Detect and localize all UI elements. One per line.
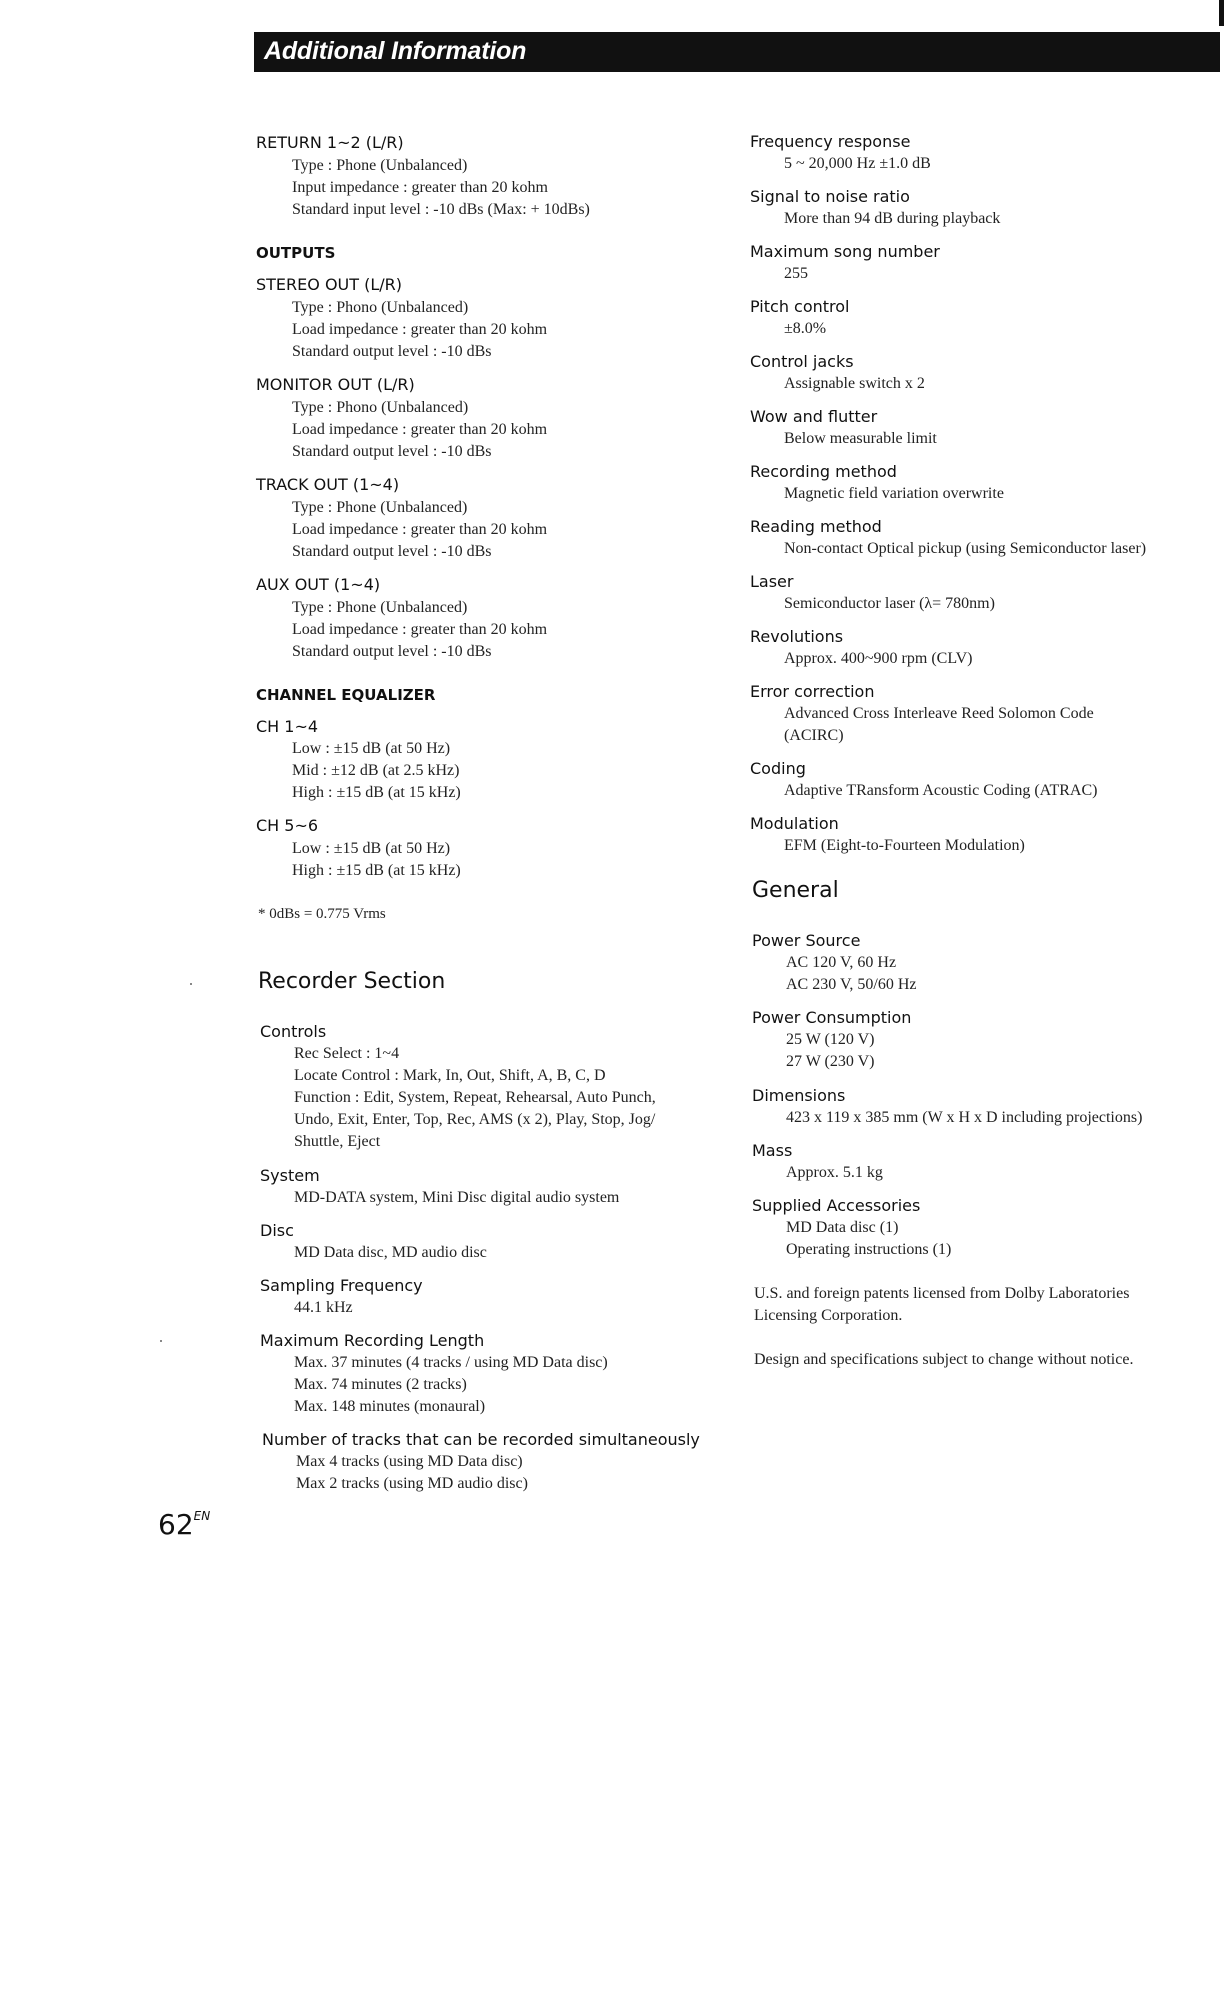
spec-line: Load impedance : greater than 20 kohm (292, 321, 548, 338)
spec-line: Low : ±15 dB (at 50 Hz) (292, 840, 451, 857)
scan-speck (160, 1340, 162, 1342)
max-recording-length-label: Maximum Recording Length (260, 1331, 485, 1350)
spec-line: Locate Control : Mark, In, Out, Shift, A, B, C, D (294, 1067, 606, 1084)
spec-line: Load impedance : greater than 20 kohm (292, 421, 548, 438)
coding-label: Coding (750, 759, 806, 778)
spec-line: Advanced Cross Interleave Reed Solomon Code (784, 705, 1094, 722)
pitch-control-label: Pitch control (750, 297, 850, 316)
spec-line: Standard input level : -10 dBs (Max: + 10dBs) (292, 201, 590, 218)
control-jacks-label: Control jacks (750, 352, 854, 371)
spec-line: MD Data disc, MD audio disc (294, 1244, 487, 1261)
spec-line: Type : Phono (Unbalanced) (292, 299, 469, 316)
spec-line: Load impedance : greater than 20 kohm (292, 521, 548, 538)
controls-label: Controls (260, 1022, 327, 1041)
spec-line: Type : Phone (Unbalanced) (292, 499, 468, 516)
spec-line: More than 94 dB during playback (784, 210, 1001, 227)
reading-method-label: Reading method (750, 517, 882, 536)
spec-line: High : ±15 dB (at 15 kHz) (292, 862, 461, 879)
supplied-accessories-label: Supplied Accessories (752, 1196, 921, 1215)
spec-line: Max. 37 minutes (4 tracks / using MD Data disc) (294, 1354, 608, 1371)
mass-label: Mass (752, 1141, 793, 1160)
max-song-label: Maximum song number (750, 242, 940, 261)
modulation-label: Modulation (750, 814, 839, 833)
spec-line: Low : ±15 dB (at 50 Hz) (292, 740, 451, 757)
spec-line: Standard output level : -10 dBs (292, 543, 492, 560)
page-language-suffix: EN (193, 1509, 211, 1523)
spec-line: Type : Phone (Unbalanced) (292, 599, 468, 616)
spec-line: ±8.0% (784, 320, 827, 337)
spec-line: Semiconductor laser (λ= 780nm) (784, 595, 995, 612)
spec-line: 423 x 119 x 385 mm (W x H x D including projections) (786, 1109, 1143, 1126)
spec-line: MD-DATA system, Mini Disc digital audio system (294, 1189, 620, 1206)
spec-line: Max. 148 minutes (monaural) (294, 1398, 486, 1415)
spec-line: 25 W (120 V) (786, 1031, 875, 1048)
num-tracks-label: Number of tracks that can be recorded simultaneously (262, 1430, 700, 1449)
spec-line: 255 (784, 265, 808, 282)
revolutions-label: Revolutions (750, 627, 844, 646)
spec-line: Type : Phone (Unbalanced) (292, 157, 468, 174)
spec-line: (ACIRC) (784, 727, 844, 744)
monitor-out-label: MONITOR OUT (L/R) (256, 375, 415, 394)
spec-line: Assignable switch x 2 (784, 375, 925, 392)
spec-line: EFM (Eight-to-Fourteen Modulation) (784, 837, 1025, 854)
spec-line: Below measurable limit (784, 430, 937, 447)
spec-line: Magnetic field variation overwrite (784, 485, 1004, 502)
stereo-out-label: STEREO OUT (L/R) (256, 275, 403, 294)
spec-line: Shuttle, Eject (294, 1133, 381, 1150)
aux-out-label: AUX OUT (1~4) (256, 575, 381, 594)
spec-line: Approx. 5.1 kg (786, 1164, 883, 1181)
page-number-value: 62 (158, 1508, 194, 1541)
edge-mark (1219, 0, 1224, 26)
spec-line: High : ±15 dB (at 15 kHz) (292, 784, 461, 801)
spec-line: Max. 74 minutes (2 tracks) (294, 1376, 467, 1393)
dimensions-label: Dimensions (752, 1086, 846, 1105)
spec-line: Standard output level : -10 dBs (292, 343, 492, 360)
ch1-4-label: CH 1~4 (256, 717, 319, 736)
laser-label: Laser (750, 572, 794, 591)
power-source-label: Power Source (752, 931, 861, 950)
spec-line: MD Data disc (1) (786, 1219, 899, 1236)
spec-line: Function : Edit, System, Repeat, Rehearsal, Auto Punch, (294, 1089, 656, 1106)
spec-line: Max 4 tracks (using MD Data disc) (296, 1453, 523, 1470)
spec-line: Load impedance : greater than 20 kohm (292, 621, 548, 638)
section-title: Additional Information (264, 37, 527, 65)
frequency-response-label: Frequency response (750, 132, 911, 151)
recording-method-label: Recording method (750, 462, 897, 481)
spec-line: Rec Select : 1~4 (294, 1045, 400, 1062)
spec-line: Max 2 tracks (using MD audio disc) (296, 1475, 528, 1492)
footnote: * 0dBs = 0.775 Vrms (258, 906, 386, 922)
spec-line: Adaptive TRansform Acoustic Coding (ATRAC) (784, 782, 1098, 799)
error-correction-label: Error correction (750, 682, 875, 701)
spec-line: 44.1 kHz (294, 1299, 353, 1316)
patents-note: Licensing Corporation. (754, 1307, 903, 1324)
snr-label: Signal to noise ratio (750, 187, 910, 206)
disc-label: Disc (260, 1221, 294, 1240)
spec-line: Standard output level : -10 dBs (292, 443, 492, 460)
spec-line: 5 ~ 20,000 Hz ±1.0 dB (784, 155, 931, 172)
section-header-bar (254, 32, 1220, 72)
page-number (158, 1508, 210, 1541)
general-heading: General (752, 878, 839, 903)
spec-line: Input impedance : greater than 20 kohm (292, 179, 548, 196)
outputs-heading: OUTPUTS (256, 244, 336, 262)
power-consumption-label: Power Consumption (752, 1008, 912, 1027)
specs-change-notice: Design and specifications subject to change without notice. (754, 1351, 1134, 1368)
recorder-section-heading: Recorder Section (258, 969, 446, 994)
scan-speck (190, 983, 192, 985)
track-out-label: TRACK OUT (1~4) (256, 475, 400, 494)
spec-line: AC 120 V, 60 Hz (786, 954, 897, 971)
wow-flutter-label: Wow and flutter (750, 407, 878, 426)
ch5-6-label: CH 5~6 (256, 816, 319, 835)
channel-equalizer-heading: CHANNEL EQUALIZER (256, 686, 436, 704)
return-label: RETURN 1~2 (L/R) (256, 133, 404, 152)
system-label: System (260, 1166, 320, 1185)
spec-line: Standard output level : -10 dBs (292, 643, 492, 660)
spec-line: AC 230 V, 50/60 Hz (786, 976, 917, 993)
spec-line: 27 W (230 V) (786, 1053, 875, 1070)
spec-line: Type : Phono (Unbalanced) (292, 399, 469, 416)
spec-line: Undo, Exit, Enter, Top, Rec, AMS (x 2), Play, Stop, Jog/ (294, 1111, 656, 1128)
spec-line: Non-contact Optical pickup (using Semiconductor laser) (784, 540, 1147, 557)
spec-line: Approx. 400~900 rpm (CLV) (784, 650, 973, 667)
sampling-frequency-label: Sampling Frequency (260, 1276, 423, 1295)
patents-note: U.S. and foreign patents licensed from Dolby Laboratories (754, 1285, 1130, 1302)
spec-line: Mid : ±12 dB (at 2.5 kHz) (292, 762, 460, 779)
spec-line: Operating instructions (1) (786, 1241, 952, 1258)
